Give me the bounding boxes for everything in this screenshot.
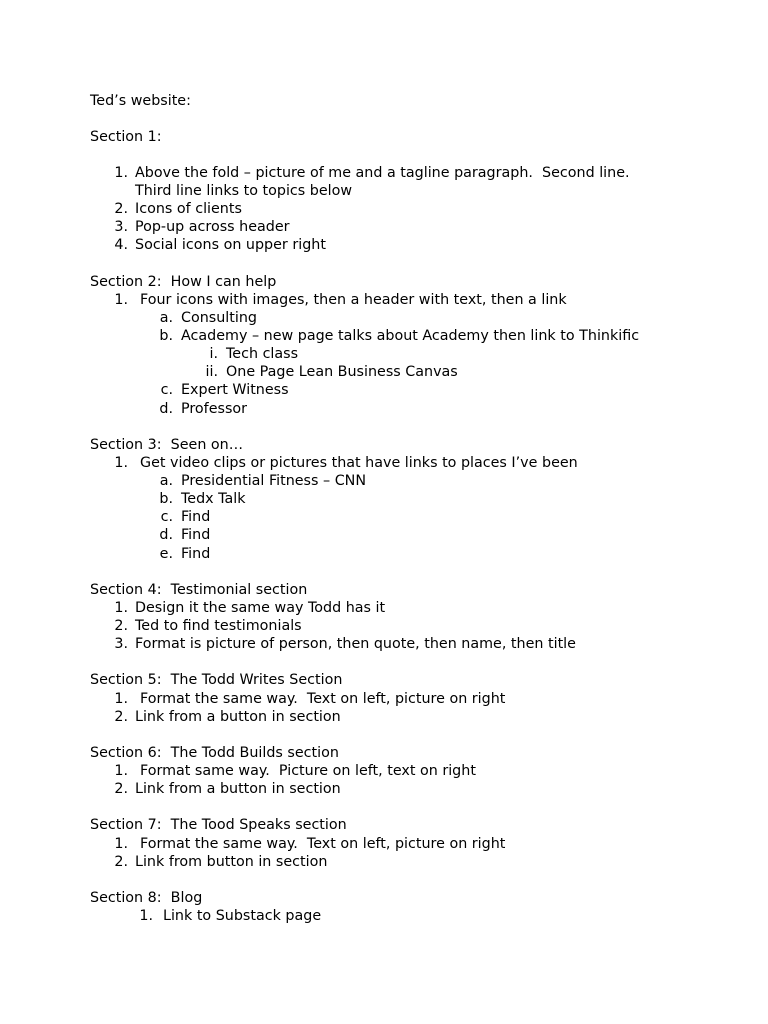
list-marker: 1. — [114, 292, 128, 308]
list-item: Format the same way. Text on left, picture on right — [140, 691, 506, 707]
section-7-heading: Section 7: The Tood Speaks section — [90, 817, 347, 833]
list-marker: 1. — [114, 455, 128, 471]
section-1-heading: Section 1: — [90, 129, 162, 145]
list-item: Icons of clients — [135, 201, 242, 217]
sub-list-item: Professor — [181, 401, 248, 417]
sub-list-marker: c. — [160, 509, 173, 525]
list-item: Format same way. Picture on left, text on right — [140, 763, 476, 779]
sub-list-marker: d. — [159, 401, 173, 417]
list-item: Social icons on upper right — [135, 237, 326, 253]
list-marker: 2. — [114, 201, 128, 217]
list-item: Format is picture of person, then quote, then name, then title — [135, 636, 576, 652]
section-5-heading: Section 5: The Todd Writes Section — [90, 672, 343, 688]
list-item: Pop-up across header — [135, 219, 290, 235]
list-item: Link from a button in section — [135, 781, 341, 797]
section-2-heading: Section 2: How I can help — [90, 274, 277, 290]
list-marker: 2. — [114, 854, 128, 870]
sub-list-item: Expert Witness — [181, 382, 289, 398]
list-marker: 1. — [114, 691, 128, 707]
list-item: Link from a button in section — [135, 709, 341, 725]
section-4-heading: Section 4: Testimonial section — [90, 582, 308, 598]
sub-sub-list-marker: ii. — [205, 364, 218, 380]
section-8-heading: Section 8: Blog — [90, 890, 203, 906]
list-marker: 1. — [114, 600, 128, 616]
sub-list-item: Presidential Fitness – CNN — [181, 473, 367, 489]
list-item-continuation: Third line links to topics below — [135, 183, 353, 199]
section-6-heading: Section 6: The Todd Builds section — [90, 745, 339, 761]
sub-sub-list-item: One Page Lean Business Canvas — [226, 364, 458, 380]
list-item: Format the same way. Text on left, picture on right — [140, 836, 506, 852]
sub-list-item: Find — [181, 527, 211, 543]
list-item: Ted to find testimonials — [135, 618, 302, 634]
sub-list-marker: b. — [159, 328, 173, 344]
list-marker: 1. — [114, 763, 128, 779]
sub-list-marker: b. — [159, 491, 173, 507]
sub-sub-list-item: Tech class — [226, 346, 299, 362]
sub-list-item: Consulting — [181, 310, 257, 326]
list-marker: 2. — [114, 618, 128, 634]
list-marker: 1. — [114, 165, 128, 181]
sub-list-marker: e. — [159, 546, 173, 562]
sub-sub-list-marker: i. — [209, 346, 218, 362]
list-marker: 3. — [114, 219, 128, 235]
sub-list-marker: a. — [159, 310, 173, 326]
list-item: Link from button in section — [135, 854, 328, 870]
sub-list-item: Find — [181, 509, 211, 525]
section-3-heading: Section 3: Seen on… — [90, 437, 244, 453]
list-item: Link to Substack page — [163, 908, 322, 924]
list-marker: 1. — [114, 836, 128, 852]
list-marker: 1. — [139, 908, 153, 924]
sub-list-item: Find — [181, 546, 211, 562]
sub-list-item: Tedx Talk — [181, 491, 246, 507]
document-title: Ted’s website: — [90, 93, 191, 109]
sub-list-marker: c. — [160, 382, 173, 398]
list-item: Get video clips or pictures that have links to places I’ve been — [140, 455, 578, 471]
sub-list-item: Academy – new page talks about Academy then link to Thinkific — [181, 328, 640, 344]
list-item: Design it the same way Todd has it — [135, 600, 386, 616]
list-marker: 2. — [114, 709, 128, 725]
list-marker: 4. — [114, 237, 128, 253]
list-marker: 3. — [114, 636, 128, 652]
list-marker: 2. — [114, 781, 128, 797]
sub-list-marker: a. — [159, 473, 173, 489]
list-item: Four icons with images, then a header with text, then a link — [140, 292, 567, 308]
list-item: Above the fold – picture of me and a tagline paragraph. Second line. — [135, 165, 630, 181]
sub-list-marker: d. — [159, 527, 173, 543]
